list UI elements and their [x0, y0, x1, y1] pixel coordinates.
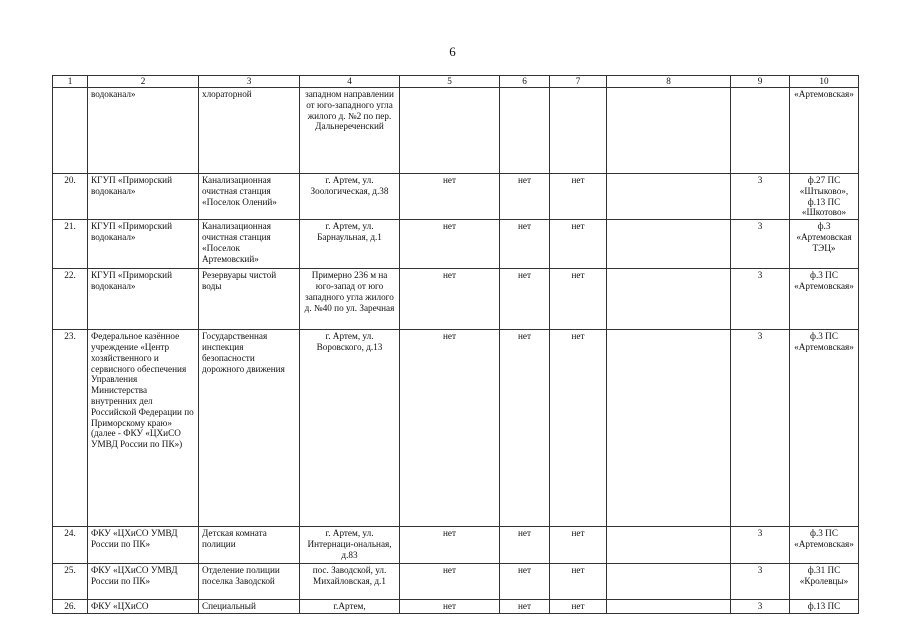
object-cell: Резервуары чистой воды — [199, 269, 300, 330]
col6-cell: нет — [500, 527, 550, 564]
feeder-cell: ф.3 «Артемовская ТЭЦ» — [790, 220, 859, 269]
column-header: 3 — [199, 76, 300, 88]
col9-cell: 3 — [731, 174, 790, 220]
column-header: 6 — [500, 76, 550, 88]
col9-cell: 3 — [731, 527, 790, 564]
feeder-cell: ф.3 ПС «Артемовская» — [790, 330, 859, 527]
address-cell: г. Артем, ул. Зоологическая, д.38 — [300, 174, 400, 220]
col5-cell — [400, 88, 500, 174]
column-header: 7 — [550, 76, 607, 88]
page-number: 6 — [449, 44, 456, 59]
col7-cell: нет — [550, 564, 607, 600]
address-cell: г. Артем, ул. Интернаци-ональная, д.83 — [300, 527, 400, 564]
address-cell: западном направлении от юго-западного угла жилого д. №2 по пер. Дальнереченский — [300, 88, 400, 174]
organization-cell: ФКУ «ЦХиСО — [88, 600, 199, 614]
row-number: 23. — [53, 330, 88, 527]
col5-cell: нет — [400, 564, 500, 600]
feeder-cell: ф.3 ПС «Артемовская» — [790, 269, 859, 330]
col6-cell: нет — [500, 564, 550, 600]
row-number: 22. — [53, 269, 88, 330]
col8-cell — [607, 174, 731, 220]
column-header: 1 — [53, 76, 88, 88]
col8-cell — [607, 564, 731, 600]
col7-cell: нет — [550, 220, 607, 269]
col6-cell — [500, 88, 550, 174]
object-cell: Отделение полиции поселка Заводской — [199, 564, 300, 600]
column-header: 2 — [88, 76, 199, 88]
column-header: 8 — [607, 76, 731, 88]
row-number — [53, 88, 88, 174]
object-cell: Государственная инспекция безопасности дорожного движения — [199, 330, 300, 527]
object-cell: Канализационная очистная станция «Поселок Олений» — [199, 174, 300, 220]
row-number: 20. — [53, 174, 88, 220]
organization-cell: КГУП «Приморский водоканал» — [88, 269, 199, 330]
table-row — [53, 174, 859, 220]
object-cell: Канализационная очистная станция «Поселок Артемовский» — [199, 220, 300, 269]
feeder-cell: ф.13 ПС — [790, 600, 859, 614]
col7-cell: нет — [550, 600, 607, 614]
row-number: 21. — [53, 220, 88, 269]
table-row — [53, 220, 859, 269]
table-row — [53, 600, 859, 614]
address-cell: г. Артем, ул. Воровского, д.13 — [300, 330, 400, 527]
col5-cell: нет — [400, 600, 500, 614]
col8-cell — [607, 220, 731, 269]
column-header: 5 — [400, 76, 500, 88]
feeder-cell: ф.27 ПС «Штыково», ф.13 ПС «Шкотово» — [790, 174, 859, 220]
data-table — [52, 75, 859, 614]
column-header: 4 — [300, 76, 400, 88]
col7-cell: нет — [550, 527, 607, 564]
col6-cell: нет — [500, 330, 550, 527]
col8-cell — [607, 88, 731, 174]
col8-cell — [607, 330, 731, 527]
col7-cell: нет — [550, 269, 607, 330]
organization-cell: КГУП «Приморский водоканал» — [88, 220, 199, 269]
row-number: 25. — [53, 564, 88, 600]
address-cell: Примерно 236 м на юго-запад от юго западного угла жилого д. №40 по ул. Заречная — [300, 269, 400, 330]
table-row — [53, 527, 859, 564]
column-header: 9 — [731, 76, 790, 88]
col5-cell: нет — [400, 330, 500, 527]
object-cell: Специальный — [199, 600, 300, 614]
col9-cell: 3 — [731, 220, 790, 269]
header-row — [53, 76, 859, 88]
feeder-cell: ф.31 ПС «Кролевцы» — [790, 564, 859, 600]
col8-cell — [607, 269, 731, 330]
column-header: 10 — [790, 76, 859, 88]
organization-cell: ФКУ «ЦХиСО УМВД России по ПК» — [88, 527, 199, 564]
col5-cell: нет — [400, 269, 500, 330]
table-row — [53, 269, 859, 330]
feeder-cell: ф.3 ПС «Артемовская» — [790, 527, 859, 564]
object-cell: хлораторной — [199, 88, 300, 174]
col9-cell: 3 — [731, 269, 790, 330]
col6-cell: нет — [500, 269, 550, 330]
col5-cell: нет — [400, 174, 500, 220]
table-row — [53, 330, 859, 527]
address-cell: г.Артем, — [300, 600, 400, 614]
col8-cell — [607, 527, 731, 564]
table-row — [53, 564, 859, 600]
col7-cell — [550, 88, 607, 174]
organization-cell: Федеральное казённое учреждение «Центр хозяйственного и сервисного обеспечения Управления Министерства внутренних дел Российской Федерации по Приморскому краю» (далее - ФКУ «ЦХиСО УМВД России по ПК») — [88, 330, 199, 527]
col5-cell: нет — [400, 220, 500, 269]
table-row — [53, 88, 859, 174]
row-number: 26. — [53, 600, 88, 614]
col6-cell: нет — [500, 174, 550, 220]
col8-cell — [607, 600, 731, 614]
address-cell: пос. Заводской, ул. Михайловская, д.1 — [300, 564, 400, 600]
address-cell: г. Артем, ул. Барнаульная, д.1 — [300, 220, 400, 269]
col9-cell: 3 — [731, 330, 790, 527]
organization-cell: водоканал» — [88, 88, 199, 174]
col9-cell: 3 — [731, 564, 790, 600]
organization-cell: ФКУ «ЦХиСО УМВД России по ПК» — [88, 564, 199, 600]
col6-cell: нет — [500, 600, 550, 614]
row-number: 24. — [53, 527, 88, 564]
col7-cell: нет — [550, 330, 607, 527]
col5-cell: нет — [400, 527, 500, 564]
col6-cell: нет — [500, 220, 550, 269]
col9-cell: 3 — [731, 600, 790, 614]
organization-cell: КГУП «Приморский водоканал» — [88, 174, 199, 220]
feeder-cell: «Артемовская» — [790, 88, 859, 174]
col9-cell — [731, 88, 790, 174]
object-cell: Детская комната полиции — [199, 527, 300, 564]
col7-cell: нет — [550, 174, 607, 220]
